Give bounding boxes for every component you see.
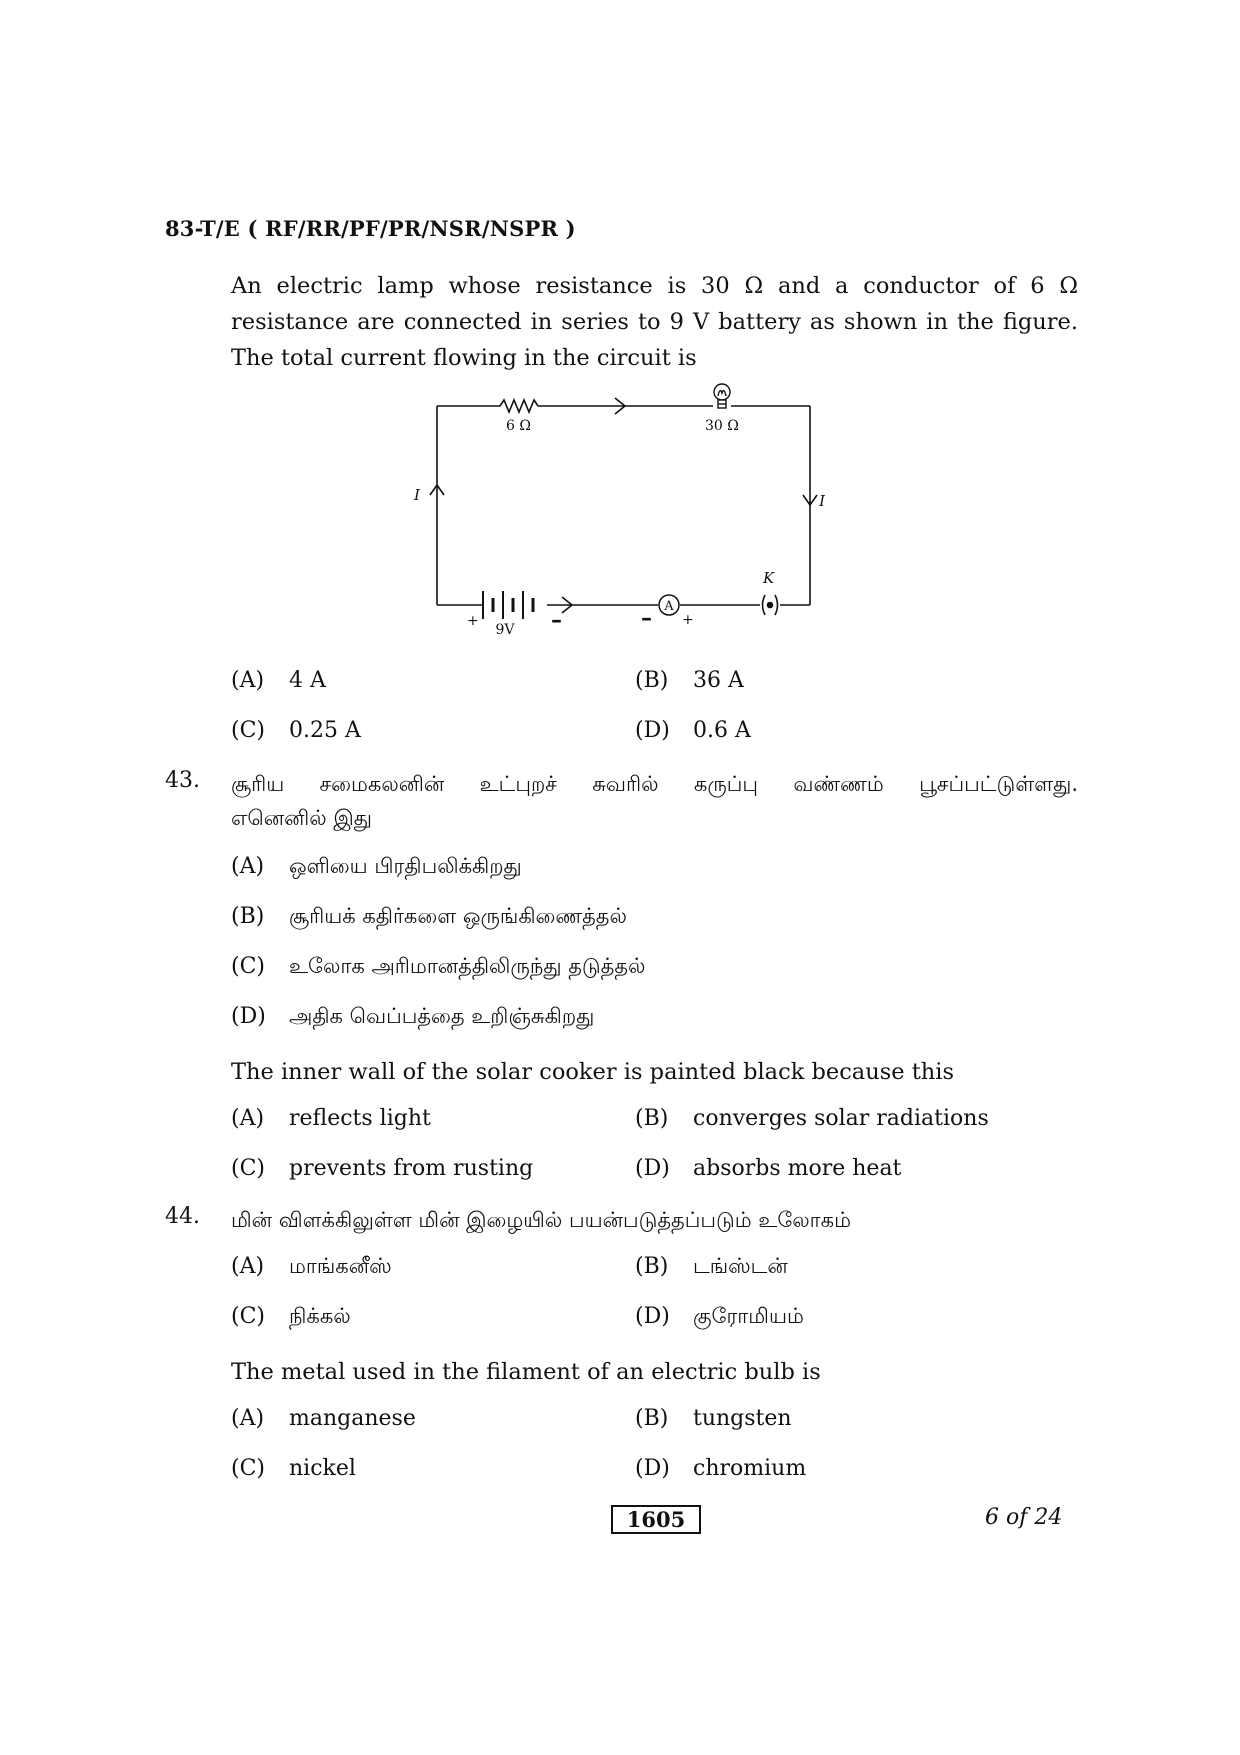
q43-option-a[interactable]: [231, 1106, 431, 1131]
option-text: nickel: [289, 1456, 356, 1481]
q43-tamil-line-2: எனெனில் இது: [231, 806, 372, 830]
option-text: 0.6 A: [693, 718, 751, 743]
option-label: (A): [231, 1406, 265, 1431]
ammeter-minus-label: –: [641, 605, 652, 631]
option-label: (C): [231, 954, 265, 979]
q43-tamil-line-1: சூரிய சமைகலனின் உட்புறச் சுவரில் கருப்பு வண்ணம் பூசப்பட்டுள்ளது.: [231, 772, 1078, 796]
q42-text-line-1: An electric lamp whose resistance is 30 Ω and a conductor of 6 Ω: [231, 273, 1078, 299]
key-label: K: [763, 569, 775, 587]
battery-plus-label: +: [467, 613, 479, 629]
option-text: manganese: [289, 1406, 416, 1431]
ammeter-plus-label: +: [682, 612, 694, 628]
q42-option-b[interactable]: [635, 668, 744, 693]
q44-tamil-option-b[interactable]: [635, 1254, 788, 1281]
q43-number: 43.: [165, 768, 200, 793]
option-text: tungsten: [693, 1406, 792, 1431]
option-label: (B): [635, 1406, 669, 1431]
option-text: chromium: [693, 1456, 807, 1481]
q42-option-d[interactable]: [635, 718, 751, 743]
option-label: (D): [635, 1156, 670, 1181]
q44-tamil-option-d[interactable]: [635, 1304, 804, 1331]
option-text: 36 A: [693, 668, 744, 693]
option-text: குரோமியம்: [693, 1304, 804, 1328]
option-text: நிக்கல்: [289, 1304, 351, 1328]
q43-tamil-option-d[interactable]: [231, 1004, 594, 1031]
q43-tamil-option-b[interactable]: [231, 904, 627, 931]
option-label: (B): [231, 904, 265, 929]
option-text: மாங்கனீஸ்: [289, 1254, 392, 1278]
q42-text-line-2: resistance are connected in series to 9 V battery as shown in the figure.: [231, 309, 1078, 335]
option-label: (C): [231, 1304, 265, 1329]
option-label: (C): [231, 1456, 265, 1481]
page-header: 83-T/E ( RF/RR/PF/PR/NSR/NSPR ): [165, 216, 576, 241]
q44-english-text: The metal used in the filament of an electric bulb is: [231, 1359, 821, 1385]
q44-option-c[interactable]: [231, 1456, 356, 1481]
lamp-symbol: [714, 384, 730, 408]
q44-tamil-option-c[interactable]: [231, 1304, 351, 1331]
option-label: (D): [635, 1304, 670, 1329]
q44-number: 44.: [165, 1204, 200, 1229]
option-label: (A): [231, 668, 265, 693]
battery-symbol: [483, 591, 533, 619]
option-label: (A): [231, 1254, 265, 1279]
option-label: (D): [635, 718, 670, 743]
q43-tamil-option-a[interactable]: [231, 854, 522, 881]
q42-text-line-3: The total current flowing in the circuit is: [231, 345, 697, 371]
q43-tamil-option-c[interactable]: [231, 954, 645, 981]
lamp-label: 30 Ω: [705, 418, 739, 434]
option-text: உலோக அரிமானத்திலிருந்து தடுத்தல்: [289, 954, 646, 978]
option-text: prevents from rusting: [289, 1156, 534, 1181]
q44-tamil-option-a[interactable]: [231, 1254, 392, 1281]
option-label: (B): [635, 668, 669, 693]
q44-tamil-text: மின் விளக்கிலுள்ள மின் இழையில் பயன்படுத்தப்படும் உலோகம்: [231, 1208, 851, 1232]
option-label: (D): [635, 1456, 670, 1481]
option-text: அதிக வெப்பத்தை உறிஞ்சுகிறது: [289, 1004, 595, 1028]
option-label: (B): [635, 1106, 669, 1131]
paper-code-box: 1605: [611, 1505, 701, 1534]
option-text: சூரியக் கதிர்களை ஒருங்கிணைத்தல்: [289, 904, 627, 928]
battery-minus-label: –: [551, 607, 562, 633]
q44-option-d[interactable]: [635, 1456, 806, 1481]
option-text: 0.25 A: [289, 718, 361, 743]
battery-label: 9V: [495, 622, 515, 638]
option-label: (D): [231, 1004, 266, 1029]
q43-option-d[interactable]: [635, 1156, 901, 1181]
option-text: converges solar radiations: [693, 1106, 989, 1131]
current-label-right: I: [819, 492, 825, 510]
resistor-symbol: [500, 400, 538, 412]
option-label: (C): [231, 718, 265, 743]
ammeter-label: A: [664, 599, 674, 614]
resistor-label: 6 Ω: [506, 418, 531, 434]
q42-option-a[interactable]: [231, 668, 326, 693]
page-number: 6 of 24: [985, 1505, 1063, 1530]
key-symbol: [763, 595, 778, 615]
option-text: டங்ஸ்டன்: [693, 1254, 788, 1278]
option-text: absorbs more heat: [693, 1156, 902, 1181]
option-text: reflects light: [289, 1106, 431, 1131]
q43-option-c[interactable]: [231, 1156, 533, 1181]
option-label: (B): [635, 1254, 669, 1279]
q44-option-b[interactable]: [635, 1406, 792, 1431]
q43-option-b[interactable]: [635, 1106, 989, 1131]
q44-option-a[interactable]: [231, 1406, 416, 1431]
option-label: (A): [231, 854, 265, 879]
option-label: (A): [231, 1106, 265, 1131]
q43-english-text: The inner wall of the solar cooker is painted black because this: [231, 1059, 954, 1085]
circuit-diagram: [405, 378, 825, 640]
option-label: (C): [231, 1156, 265, 1181]
q42-option-c[interactable]: [231, 718, 361, 743]
option-text: ஒளியை பிரதிபலிக்கிறது: [289, 854, 522, 878]
current-label-left: I: [414, 486, 420, 504]
option-text: 4 A: [289, 668, 326, 693]
